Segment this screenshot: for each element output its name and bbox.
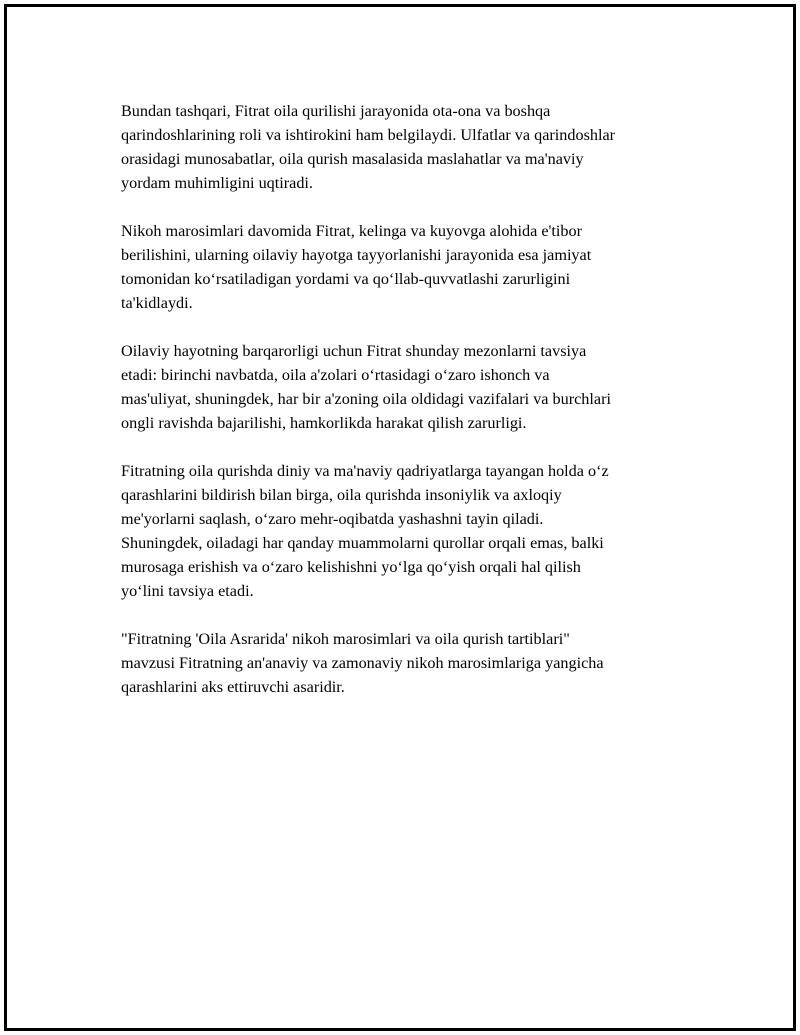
page-frame <box>4 4 796 1031</box>
paragraph-5: "Fitratning 'Oila Asrarida' nikoh marosimlari va oila qurish tartiblari" mavzusi Fitratning an'anaviy va zamonaviy nikoh marosimlariga yangicha qarashlarini aks ettiruvchi asaridir. <box>121 630 604 696</box>
document-body <box>121 99 701 723</box>
paragraph-4: Fitratning oila qurishda diniy va ma'naviy qadriyatlarga tayangan holda oʻz qarashlarini bildirish bilan birga, oila qurishda insoniylik va axloqiy me'yorlarni saqlash, oʻzaro mehr-oqibatda yashashni tayin qiladi. Shuningdek, oiladagi har qanday muammolarni qurollar orqali emas, balki murosaga erishish va oʻzaro kelishishni yoʻlga qoʻyish orqali hal qilish yoʻlini tavsiya etadi. <box>121 462 609 600</box>
paragraph-3: Oilaviy hayotning barqarorligi uchun Fitrat shunday mezonlarni tavsiya etadi: birinchi navbatda, oila a'zolari oʻrtasidagi oʻzaro ishonch va mas'uliyat, shuningdek, har bir a'zoning oila oldidagi vazifalari va burchlari ongli ravishda bajarilishi, hamkorlikda harakat qilish zarurligi. <box>121 342 611 432</box>
paragraph-2: Nikoh marosimlari davomida Fitrat, kelinga va kuyovga alohida e'tibor berilishini, ularning oilaviy hayotga tayyorlanishi jarayonida esa jamiyat tomonidan koʻrsatiladigan yordami va qoʻllab-quvvatlashi zarurligini ta'kidlaydi. <box>121 222 592 312</box>
paragraph-1: Bundan tashqari, Fitrat oila qurilishi jarayonida ota-ona va boshqa qarindoshlarining roli va ishtirokini ham belgilaydi. Ulfatlar va qarindoshlar orasidagi munosabatlar, oila qurish masalasida maslahatlar va ma'naviy yordam muhimligini uqtiradi. <box>121 102 616 192</box>
